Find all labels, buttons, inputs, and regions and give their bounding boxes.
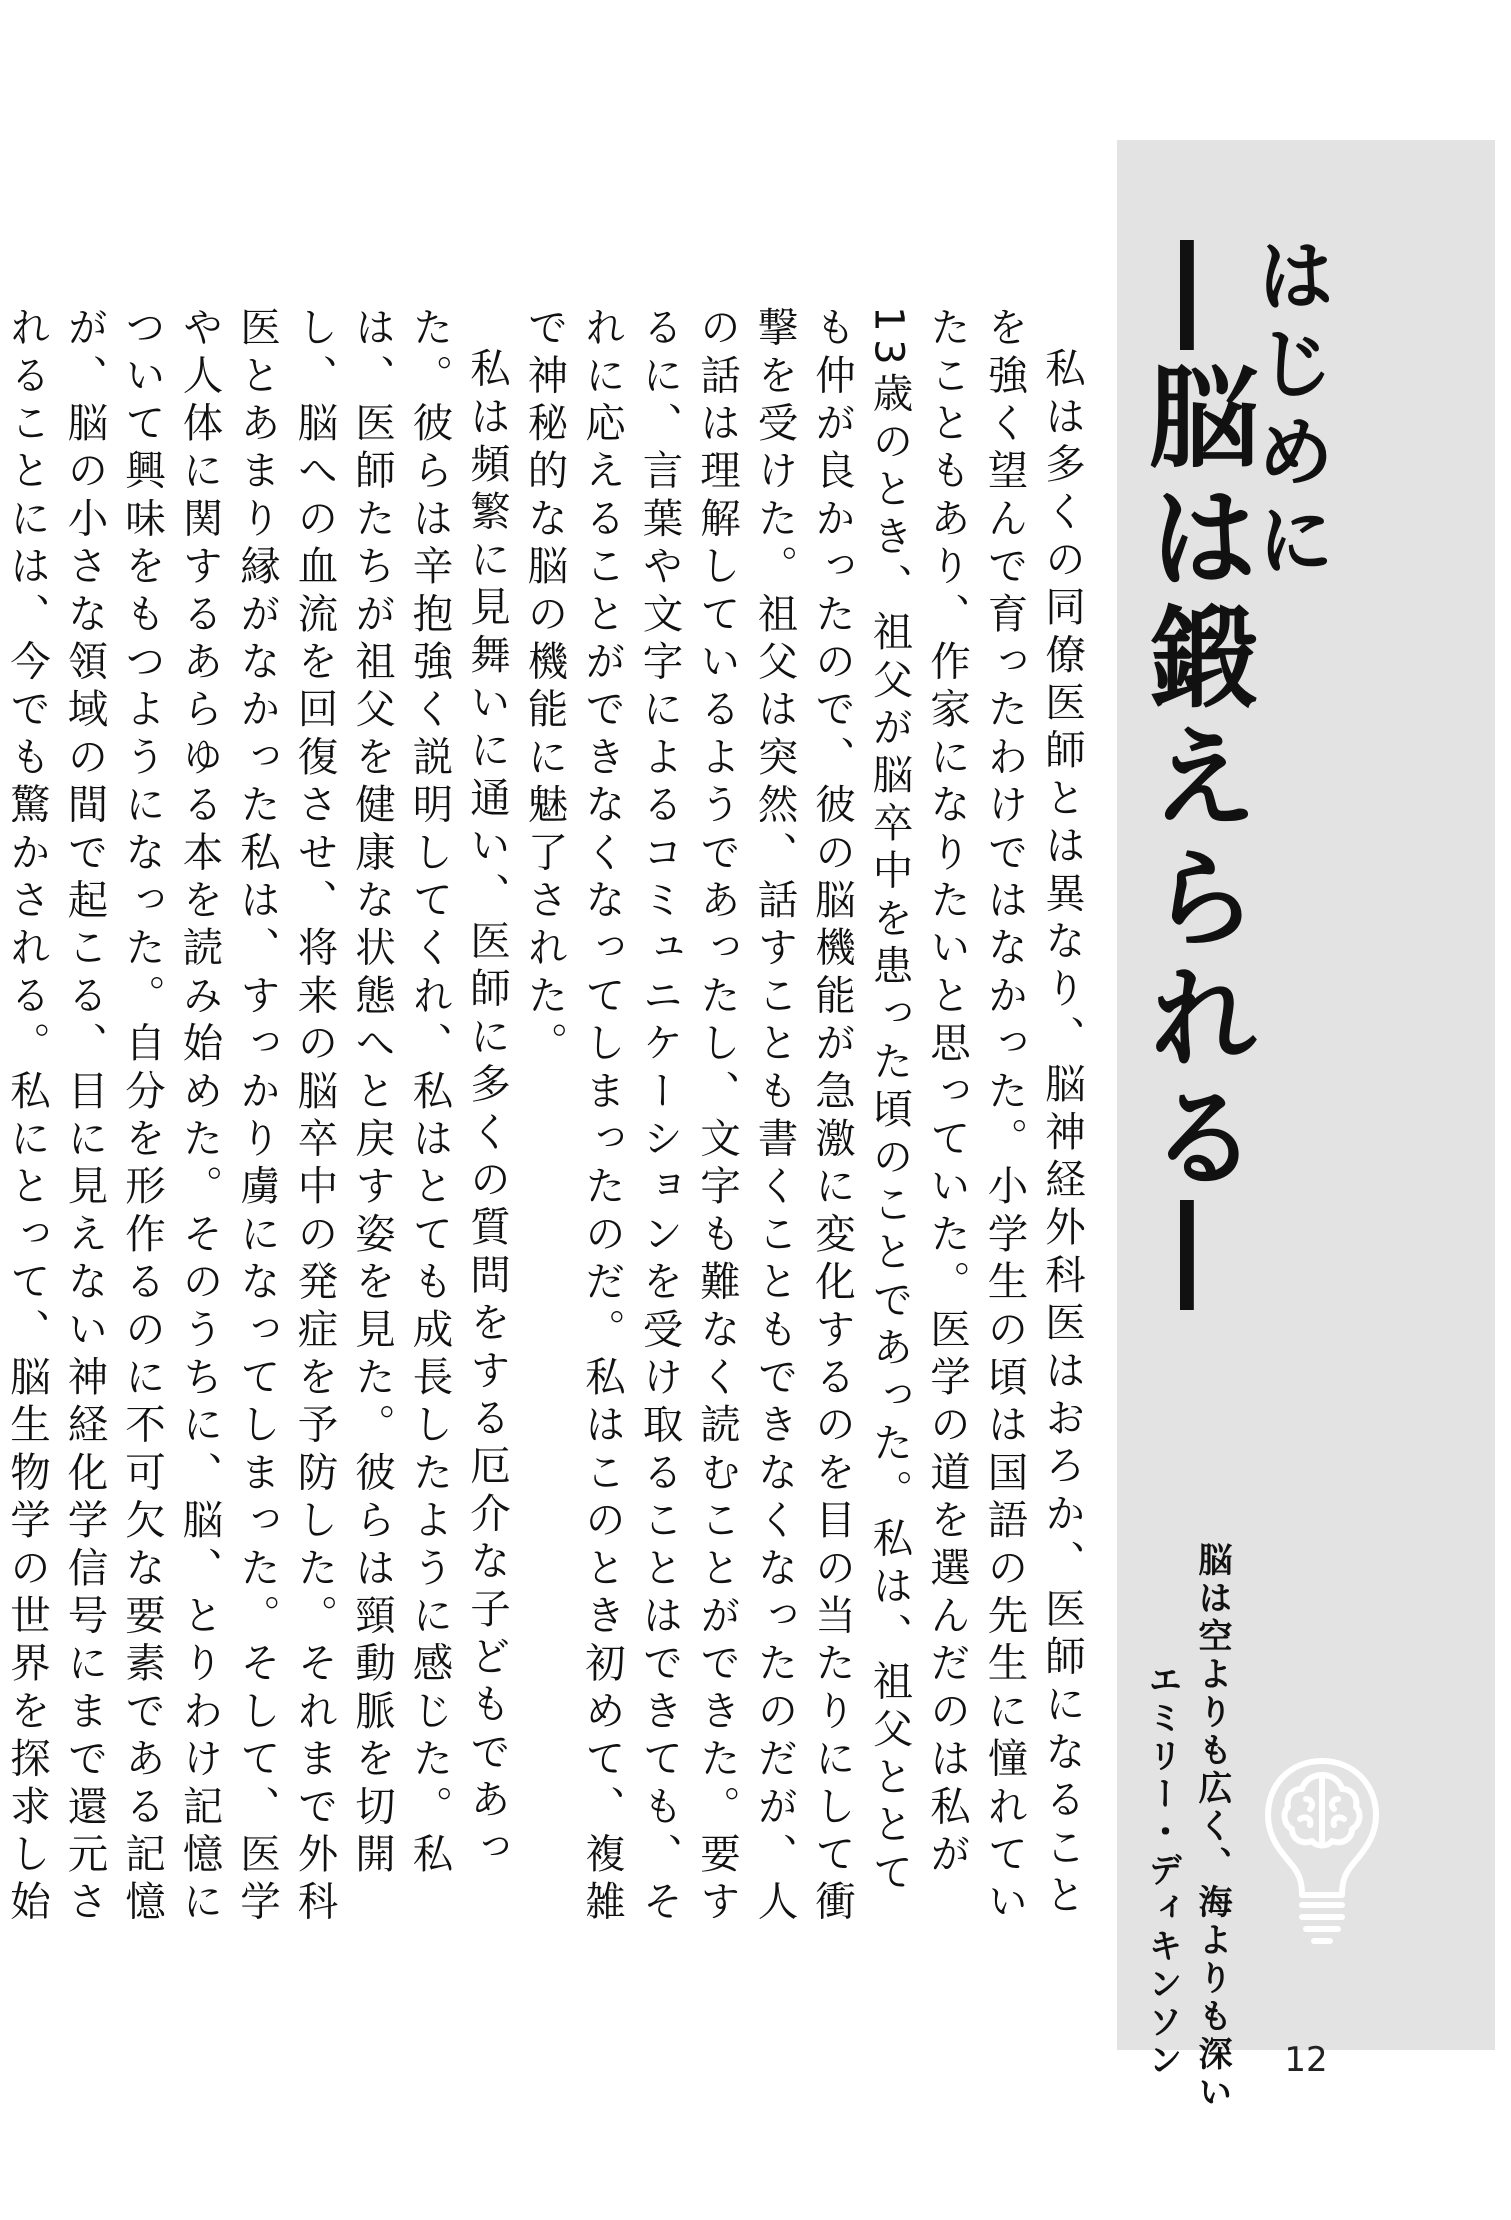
page-number: 12	[1284, 2040, 1328, 2080]
epigraph-quote: 脳は空よりも広く、海よりも深い	[1192, 1542, 1232, 2112]
body-text	[3, 306, 1090, 1946]
chapter-title: はじめに	[1244, 235, 1334, 587]
chapter-subtitle: ―脳は鍛えられる―	[1131, 240, 1259, 1320]
paragraph: 私は頻繁に見舞いに通い、医師に多くの質問をする厄介な子どもであった。彼らは辛抱強く説明してくれ、私はとても成長したように感じた。私は、医師たちが祖父を健康な状態へと戻す姿を見た。彼らは頸動脈を切開し、脳への血流を回復させ、将来の脳卒中の発症を予防した。それまで外科医とあまり縁がなかった私は、すっかり虜になってしまった。そして、医学や人体に関するあらゆる本を読み始めた。そのうちに、脳、とりわけ記憶について興味をもつようになった。自分を形作るのに不可欠な要素である記憶が、脳の小さな領域の間で起こる、目に見えない神経化学信号にまで還元されることには、今でも驚かされる。私にとって、脳生物学の世界を探求し始	[3, 306, 511, 1928]
epigraph-author: エミリー・ディキンソン	[1142, 1662, 1182, 2080]
lightbulb-brain-icon	[1262, 1755, 1382, 1960]
paragraph: 私は多くの同僚医師とは異なり、脳神経外科医はおろか、医師になることを強く望んで育ったわけではなかった。小学生の頃は国語の先生に憧れていたこともあり、作家になりたいと思っていた。医学の道を選んだのは私が13歳のとき、祖父が脳卒中を患った頃のことであった。私は、祖父ととても仲が良かったので、彼の脳機能が急激に変化するのを目の当たりにして衝撃を受けた。祖父は突然、話すことも書くこともできなくなったのだが、人の話は理解しているようであったし、文字も難なく読むことができた。要するに、言葉や文字によるコミュニケーションを受け取ることはできても、それに応えることができなくなってしまったのだ。私はこのとき初めて、複雑で神秘的な脳の機能に魅了された。	[520, 306, 1086, 1928]
